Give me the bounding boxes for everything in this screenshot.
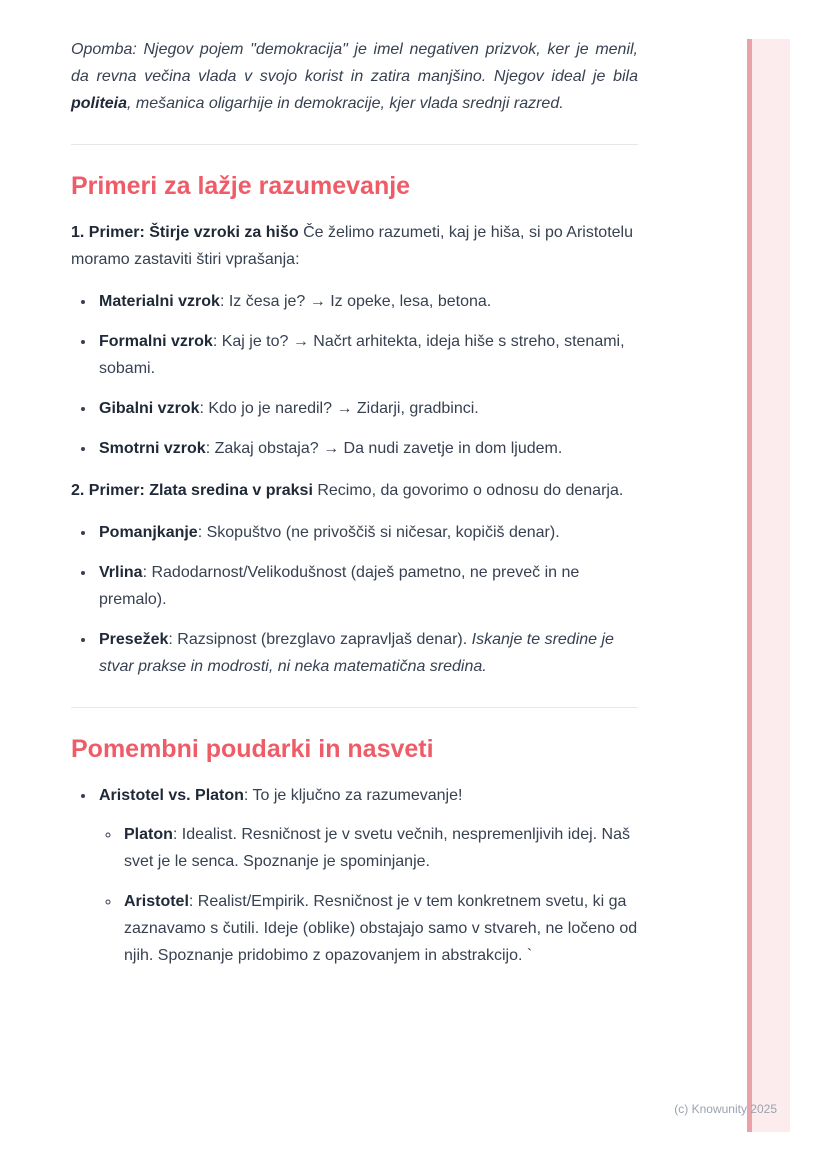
mean-text: : Radodarnost/Velikodušnost (daješ pametno, ne preveč in ne premalo). <box>99 564 580 608</box>
example2-paragraph <box>71 477 638 504</box>
list-item <box>96 395 638 422</box>
list-item <box>121 821 638 875</box>
example1-text: Če želimo razumeti, kaj je hiša, si po Aristotelu moramo zastaviti štiri vprašanja: <box>71 224 633 268</box>
note-text-prefix: Opomba: Njegov pojem "demokracija" je imel negativen prizvok, ker je menil, da revna večina vlada v svojo korist in zatira manjšino. Njegov ideal je bila <box>71 41 638 85</box>
note-text-suffix: , mešanica oligarhije in demokracije, kjer vlada srednji razred. <box>127 95 564 112</box>
list-item <box>96 435 638 462</box>
highlight-term: Aristotel vs. Platon <box>99 787 244 804</box>
cause-text: : Kdo jo je naredil? → Zidarji, gradbinci. <box>199 400 479 417</box>
philosopher-text: : Idealist. Resničnost je v svetu večnih, nespremenljivih idej. Naš svet je le senca. Spoznanje je spominjanje. <box>124 826 630 870</box>
example1-lead: 1. Primer: Štirje vzroki za hišo <box>71 224 299 241</box>
list-item <box>121 888 638 969</box>
list-item <box>96 288 638 315</box>
example2-lead: 2. Primer: Zlata sredina v praksi <box>71 482 313 499</box>
highlights-list <box>71 782 638 969</box>
highlight-text: : To je ključno za razumevanje! <box>243 787 463 804</box>
cause-term: Smotrni vzrok <box>99 440 206 457</box>
mean-text: : Skopuštvo (ne privoščiš si ničesar, kopičiš denar). <box>197 524 560 541</box>
cause-text: : Kaj je to? → Načrt arhitekta, ideja hiše s streho, stenami, sobami. <box>99 333 625 377</box>
list-item <box>96 328 638 382</box>
mean-term: Presežek <box>99 631 169 648</box>
mean-italic-note: Iskanje te sredine je stvar prakse in modrosti, ni neka matematična sredina. <box>99 631 614 675</box>
note-paragraph <box>71 36 638 117</box>
section-divider <box>71 144 638 145</box>
mean-term: Pomanjkanje <box>99 524 198 541</box>
philosopher-term: Platon <box>124 826 173 843</box>
list-item <box>96 626 638 680</box>
list-item <box>96 559 638 613</box>
cause-text: : Iz česa je? → Iz opeke, lesa, betona. <box>219 293 492 310</box>
example2-text: Recimo, da govorimo o odnosu do denarja. <box>312 482 624 499</box>
list-item <box>96 782 638 969</box>
example1-paragraph <box>71 219 638 273</box>
section-heading-highlights: Pomembni poudarki in nasveti <box>71 735 434 763</box>
cause-term: Gibalni vzrok <box>99 400 200 417</box>
philosopher-text: : Realist/Empirik. Resničnost je v tem konkretnem svetu, ki ga zaznavamo s čutili. Ideje (oblike) obstajajo samo v stvareh, ne ločeno od njih. Spoznanje pridobimo z opazovanjem in abstrakcijo. ` <box>124 893 638 964</box>
note-bold-term: politeia <box>71 95 128 112</box>
philosopher-term: Aristotel <box>124 893 189 910</box>
golden-mean-list <box>71 519 638 680</box>
cause-term: Formalni vzrok <box>99 333 213 350</box>
footer-credit: (c) Knowunity 2025 <box>674 1102 777 1116</box>
cause-text: : Zakaj obstaja? → Da nudi zavetje in dom ljudem. <box>205 440 563 457</box>
page-accent-bar <box>747 39 790 1132</box>
cause-term: Materialni vzrok <box>99 293 220 310</box>
comparison-sublist <box>99 821 638 969</box>
mean-text: : Razsipnost (brezglavo zapravljaš denar). <box>168 631 472 648</box>
section-divider <box>71 707 638 708</box>
mean-term: Vrlina <box>99 564 143 581</box>
document-content <box>71 36 638 984</box>
section-heading-examples: Primeri za lažje razumevanje <box>71 172 411 200</box>
causes-list <box>71 288 638 462</box>
list-item <box>96 519 638 546</box>
